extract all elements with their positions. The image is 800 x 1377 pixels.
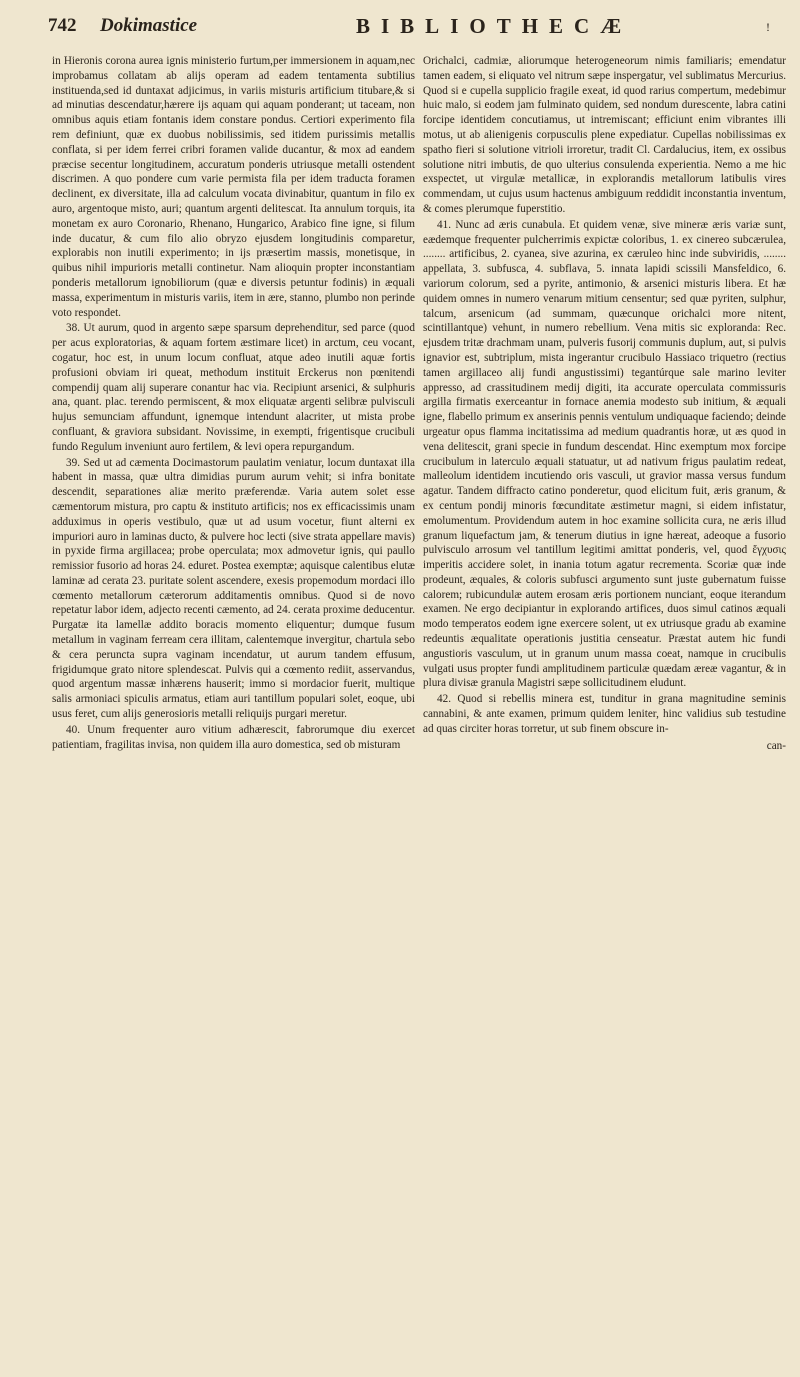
paragraph-38: 38. Ut aurum, quod in argento sæpe sparsum deprehenditur, sed parce (quod per acus exploratorias, & aquam fortem æstimare licet) in arctum, ceu vocant, cogatur, hoc est, in unum locum confluat, atque adeo inutili aquæ fortis profusioni obviam iri queat, methodum instituit Erckerus non pœnitendi compendij quam alij superare conantur hac via. Recipiunt arsenici, & sulphuris ana, quant. plac. terendo permiscent, & mox eliquatæ argenti selibræ pulvisculi hujus semunciam affundunt, ignemque intendunt alacriter, ut mista probe confluant, & graviora subsidant. Novissime, in exempti, frigentisque crucibuli fundo Regulum inveniunt auro fertilem, & levi opera repurgandum. [52,322,415,453]
paragraph-42: 42. Quod si rebellis minera est, tunditur in grana magnitudine seminis cannabini, & ante examen, primum quidem leniter, hinc validius sub testudine ad quas circiter horas torretur, ut sub finem obscure in- [423,693,786,735]
book-title: BIBLIOTHECÆ [356,14,633,38]
paragraph-40: 40. Unum frequenter auro vitium adhærescit, fabrorumque diu exercet patientiam, fragilitas invisa, non quidem illa auro domestica, sed ob misturam [52,723,415,751]
page-number: 742 [48,15,77,36]
running-head: Dokimastice [100,15,198,36]
right-column [423,54,786,1366]
page-header [48,12,778,52]
catchword: can- [766,739,786,752]
paragraph-41: 41. Nunc ad æris cunabula. Et quidem venæ, sive mineræ æris variæ sunt, eædemque frequenter pulcherrimis expictæ coloribus, 1. ex cinereo subcærulea, ........ artificibus, 2. cyanea, sive azurina, ex cæruleo hinc inde subviridis, ........ appellata, 3. subfusca, 4. subflava, 5. innata lapidi scissili Mansfeldico, 6. variorum colorum, sed a pyrite, antimonio, & arsenici misturis libera. Et hæ quidem omnes in numero venarum mitium censentur; sed quæ pyriten, sulphur, talcum, arsenicum (ad summam, quæcunque orichalci more nitent, scintillantque) vehunt, in numero rebellium. Vena mitis sic exploranda: Rec. ejusdem tritæ drachmam unam, pulveris fusorij communis duplum, aut, si pulvis ignavior est, subtriplum, mista ingerantur crucibulo Hassiaco triquetro (rectius tamen argillaceo alij fundi angustissimi) tegantúrque sale marino leviter appresso, ad crassitudinem medij digiti, ita accurate operculata commissuris argilla firmatis exerceantur in fornace anemia modesto sub initium, & æquali igne, flabello primum ex anserinis pennis ventulum undiquaque faciendo; deinde urgeatur opus flamma incitatissima ad medium quadrantis horæ, ut æs quod in vena delitescit, grani specie in fundum descendat. Hinc exemptum mox forcipe crucibulum in laterculo æquali statuatur, ut ad nativum frigus paulatim redeat, malleolum identidem incutiendo oris vasculi, ut gravior massa versus fundum agatur. Tandem diffracto catino ponderetur, quod elicitum fuit, æris granum, & ex centum pondij minoris fœcunditate æstimetur magni, si eidem infistatur, emolumentum. Providendum autem in hoc examine sollicita cura, ne æris illud granum liquefactum jam, & tenerum diutius in igne hæreat, adeoque a fusorio pulvisculo arrosum vel tantillum legitimi amittat ponderis, vel, quod ἔγχυσις imperitis accidere solet, in inania totum agatur recrementa. Scoriæ quæ inde prodeunt, æquales, & coloris subfusci argumento sunt juste gubernatum fuisse calorem; rubicundulæ autem erosam æris portionem nunciant, eoque iterandum examen. Ne ergo decipiantur in explorando artifices, duos simul catinos æquali modo temperatos eodem igne exercere solent, ut ex utriusque gradu ab examine redeuntis æqualitate operationis justitia censeatur. Præstat autem hic fundi angustioris vasculum, ut in granum unum massa coeat, namque in crucibulis vulgati usus propter fundi amplitudinem particulæ quædam æreæ vagantur, & in plura divisæ granula Magistri sæpe sollicitudinem eludunt. [423,218,786,690]
paragraph: Orichalci, cadmiæ, aliorumque heterogeneorum nimis familiaris; emendatur tamen eadem, si eliquato vel nitrum sæpe inspergatur, vel sublimatus Mercurius. Quod si e cupella supplicio fragile exeat, id quod rarius compertum, medebimur huic malo, si eodem jam fulminato quidem, sed nondum durescente, labra catini forcipe identidem concutiamus, ut intremiscant; efficiunt enim vibrantes illi motus, ut ab alienigenis corpusculis plene expediatur. Cupellas nobilissimas ex spatho fieri si solutione vitrioli irroretur, tradit Cl. Cardalucius, item, ex ossibus solutione nitri imbutis, de quo ulterius consulenda experientia. Nemo a me hic exspectet, ut virgulæ metallicæ, in explorandis metallorum latibulis vires commendam, ut cujus usum hactenus ambiguum reddidit inconstantia inventum, & comes plerumque fuperstitio. [423,55,786,215]
paragraph: in Hieronis corona aurea ignis ministerio furtum,per immersionem in aquam,nec improbamus collatam ab alijs operam ad eadem tentamenta subtilius instituenda,sed id duntaxat adjicimus, in variis misturis artificium titubare,& si ad minutias descendatur,hærere ijs aquam qui aquam ponderant; ut taceam, non omnibus aquis etiam fontanis idem constare pondus. Certiori experimento fila rem definiunt, quæ ex duobus nobilissimis, sed itidem purissimis metallis conflata, si per idem ferrei cribri foramen valide ducantur, & mox ad eandem præcise secentur longitudinem, accuratum ponderis utriusque metalli ostendent discrimen. A quo pondere cum varie permista fila per idem traducta foramen declinent, ex diversitate, illa ad calculum vocata divinabitur, quantum in filo ex auro, argentoque misto, auri; quantum argenti delitescat. Ita annulum torquis, ita monetam ex auro Coronario, Rhenano, Hungarico, Arabico fine igne, si filum inde ducatur, & cum filo alio obryzo ejusdem longitudinis comparetur, explorabis non inutili experimento; in ijs præsertim massis, monetisque, in quibus nihil impurioris metalli continetur. Nam alioquin propter inconstantiam ponderis metallorum ignobiliorum (quæ e diversis petuntur fodinis) in æquali massa, experimentum in misturis variis, item in ære, stanno, plumbo non perinde voto respondet. [52,55,415,319]
header-mark: ! [766,20,770,34]
paragraph-39: 39. Sed ut ad cæmenta Docimastorum paulatim veniatur, locum duntaxat illa habent in massa, quæ ultra dimidias purum aurum vehit; si infra bonitate descendit, separationes aliæ merito præferendæ. Varia autem solet esse cæmentorum mistura, pro captu & instituto artificis; nos ex efficacissimis unam adduximus in operis vestibulo, quæ ut ad usum vocetur, fiunt alterni ex impuriori auro in laminas ducto, & pulvere hoc lecti (sive strata appellare mavis) in pyxide firma argillacea; probe operculata; mox admovetur ignis, qui paullo remissior fusorio ad horas 24. eduret. Postea exemptæ; aquisque calentibus elutæ laminæ ad cerata 23. puritate solent ascendere, exesis propemodum mordaci illo cœmento metallorum cæterorum additamentis omnibus. Quod si de novo repetatur labor idem, adjecto recenti cæmento, ad 24. cerata proxime deducentur. Purgatæ ita lamellæ addito boracis momento eliquentur; dumque fusum metallum in vaginam ferream cera illitam, calentemque invergitur, chartula sebo & cera peruncta supra vaginam incendatur, ut aurum tandem effusum, frigidumque grato nitore splendescat. Pulvis qui a cœmento rediit, asservandus, quod argentum massæ inhærens hauserit; immo si mordacior fuerit, multique salis armoniaci spiculis armatus, etiam auri tantillum populari solet, eoque, ubi usus feret, cum alijs generosioris metalli reliquijs purgari meretur. [52,456,415,721]
left-column [52,54,415,1366]
